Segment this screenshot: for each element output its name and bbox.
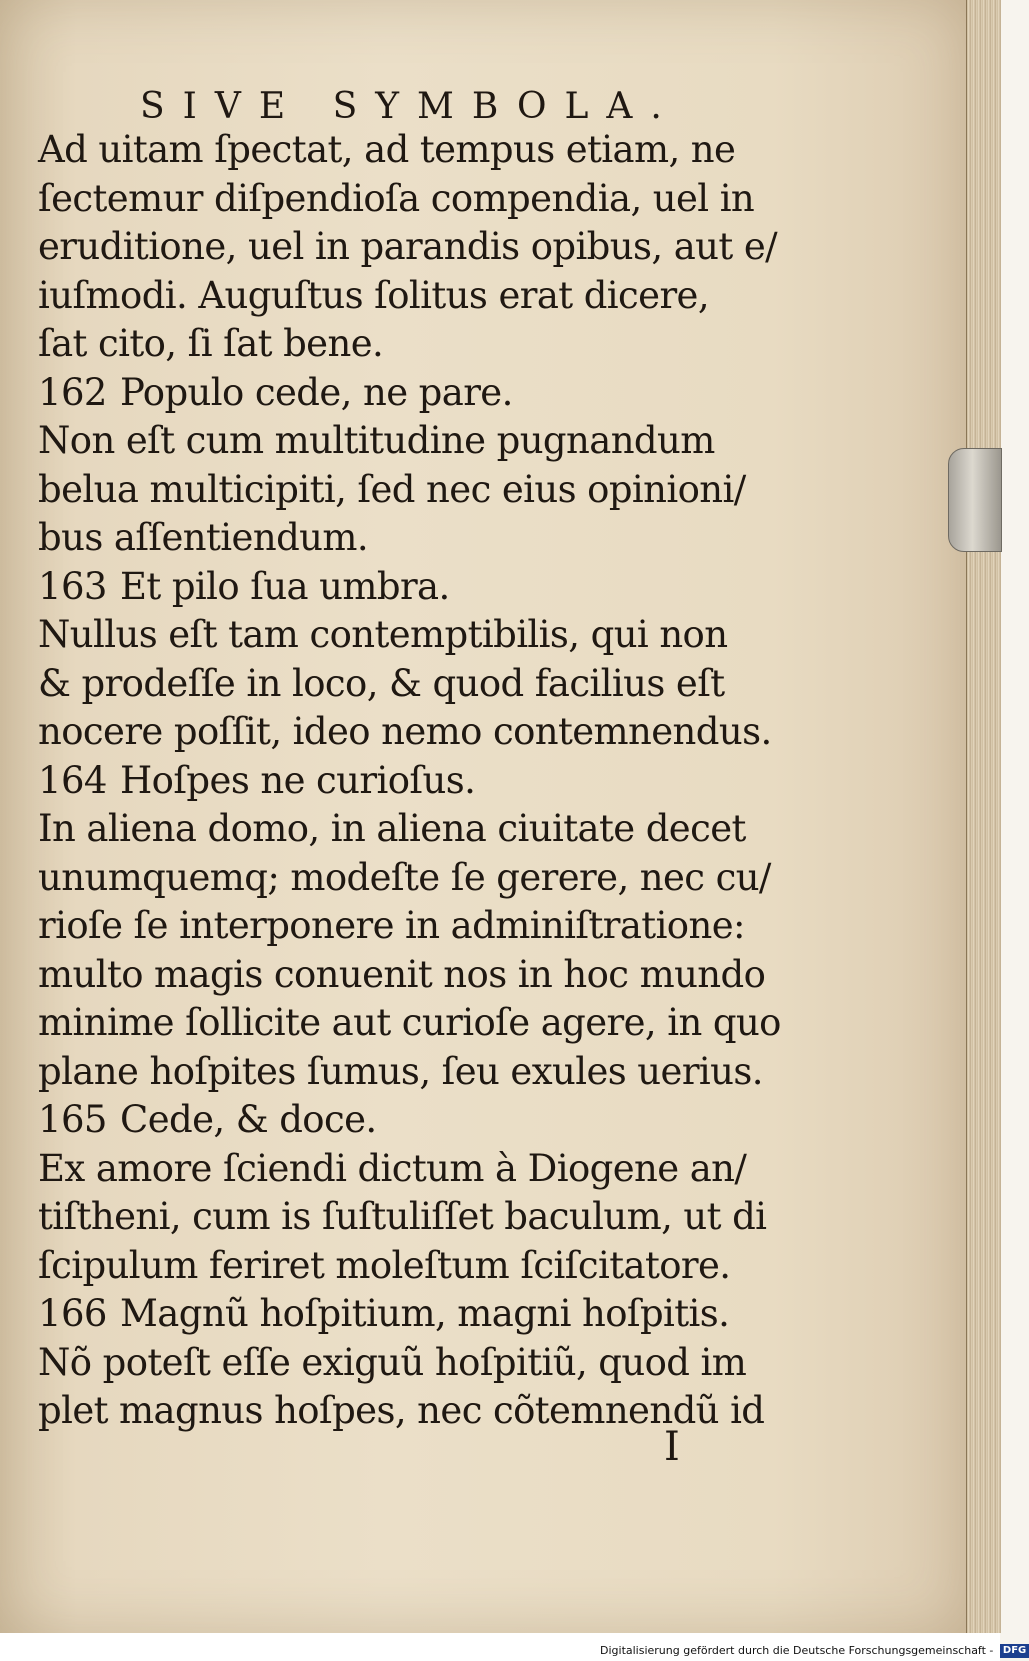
text-line [38,999,798,1048]
text-line [38,902,798,951]
text-line [38,660,798,709]
line-text: rioſe ſe interponere in adminiſtratione: [38,904,745,947]
adage-heading [38,757,798,806]
adage-number: 163 [38,564,107,608]
line-text: multo magis conuenit nos in hoc mundo [38,952,766,996]
line-text: In aliena domo, in aliena ciuitate decet [38,807,746,850]
digitization-credit [600,1641,1029,1661]
text-block [38,126,798,1436]
text-line [38,1048,798,1097]
text-line [38,466,798,515]
line-text: eruditione, uel in parandis opibus, aut e/ [38,225,777,268]
text-line [38,805,798,854]
text-line [38,1242,798,1291]
adage-title: Populo cede, ne pare. [120,370,513,414]
text-line [38,1387,798,1436]
line-text: plet magnus hoſpes, nec cõtemnendũ id [38,1389,765,1432]
text-line [38,223,798,272]
line-text: & prodeſſe in loco, & quod facilius eſt [38,661,725,705]
line-text: plane hoſpites ſumus, ſeu exules uerius. [38,1049,763,1093]
line-text: belua multicipiti, ſed nec eius opinioni/ [38,467,746,511]
line-text: ſectemur diſpendioſa compendia, uel in [38,176,755,220]
text-line [38,126,798,175]
line-text: ſat cito, ſi ſat bene. [38,322,384,365]
book-fore-edge [966,0,1001,1633]
text-line [38,514,798,563]
adage-heading [38,1290,798,1339]
line-text: Ad uitam ſpectat, ad tempus etiam, ne [38,128,736,171]
signature-mark: I [664,1424,680,1470]
line-text: Nõ poteſt eſſe exiguũ hoſpitiũ, quod im [38,1340,747,1384]
line-text: unumquemq; modeſte ſe gerere, nec cu/ [38,855,771,899]
adage-number: 162 [38,370,107,414]
adage-title: Cede, & doce. [120,1098,377,1141]
dfg-logo: DFG [1000,1644,1029,1658]
line-text: Ex amore ſciendi dictum à Diogene an/ [38,1146,747,1190]
line-text: nocere poſſit, ideo nemo contemnendus. [38,710,772,753]
credit-text: Digitalisierung gefördert durch die Deutsche Forschungsgemeinschaft - [600,1644,994,1657]
text-line [38,1145,798,1194]
text-line [38,272,798,321]
text-line [38,708,798,757]
line-text: Nullus eſt tam contemptibilis, qui non [38,613,728,656]
text-line [38,1193,798,1242]
adage-number: 166 [38,1292,107,1335]
adage-title: Hoſpes ne curioſus. [120,758,476,802]
adage-title: Magnũ hoſpitium, magni hoſpitis. [120,1292,730,1335]
text-line [38,951,798,1000]
line-text: ſcipulum feriret moleſtum ſciſcitatore. [38,1243,731,1287]
running-head: SIVE SYMBOLA. [140,86,680,127]
line-text: Non eſt cum multitudine pugnandum [38,419,715,462]
text-line [38,417,798,466]
adage-title: Et pilo ſua umbra. [120,564,450,608]
line-text: bus aſſentiendum. [38,516,369,559]
adage-heading [38,563,798,612]
adage-heading [38,1096,798,1145]
line-text: minime ſollicite aut curioſe agere, in quo [38,1001,781,1044]
text-line [38,1339,798,1388]
text-line [38,320,798,369]
line-text: iuſmodi. Auguſtus ſolitus erat dicere, [38,273,710,317]
line-text: tiſtheni, cum is ſuſtuliſſet baculum, ut di [38,1195,767,1238]
book-clasp [948,448,1002,552]
adage-number: 164 [38,758,107,802]
text-line [38,611,798,660]
adage-heading [38,369,798,418]
text-line [38,854,798,903]
text-line [38,175,798,224]
adage-number: 165 [38,1098,107,1141]
